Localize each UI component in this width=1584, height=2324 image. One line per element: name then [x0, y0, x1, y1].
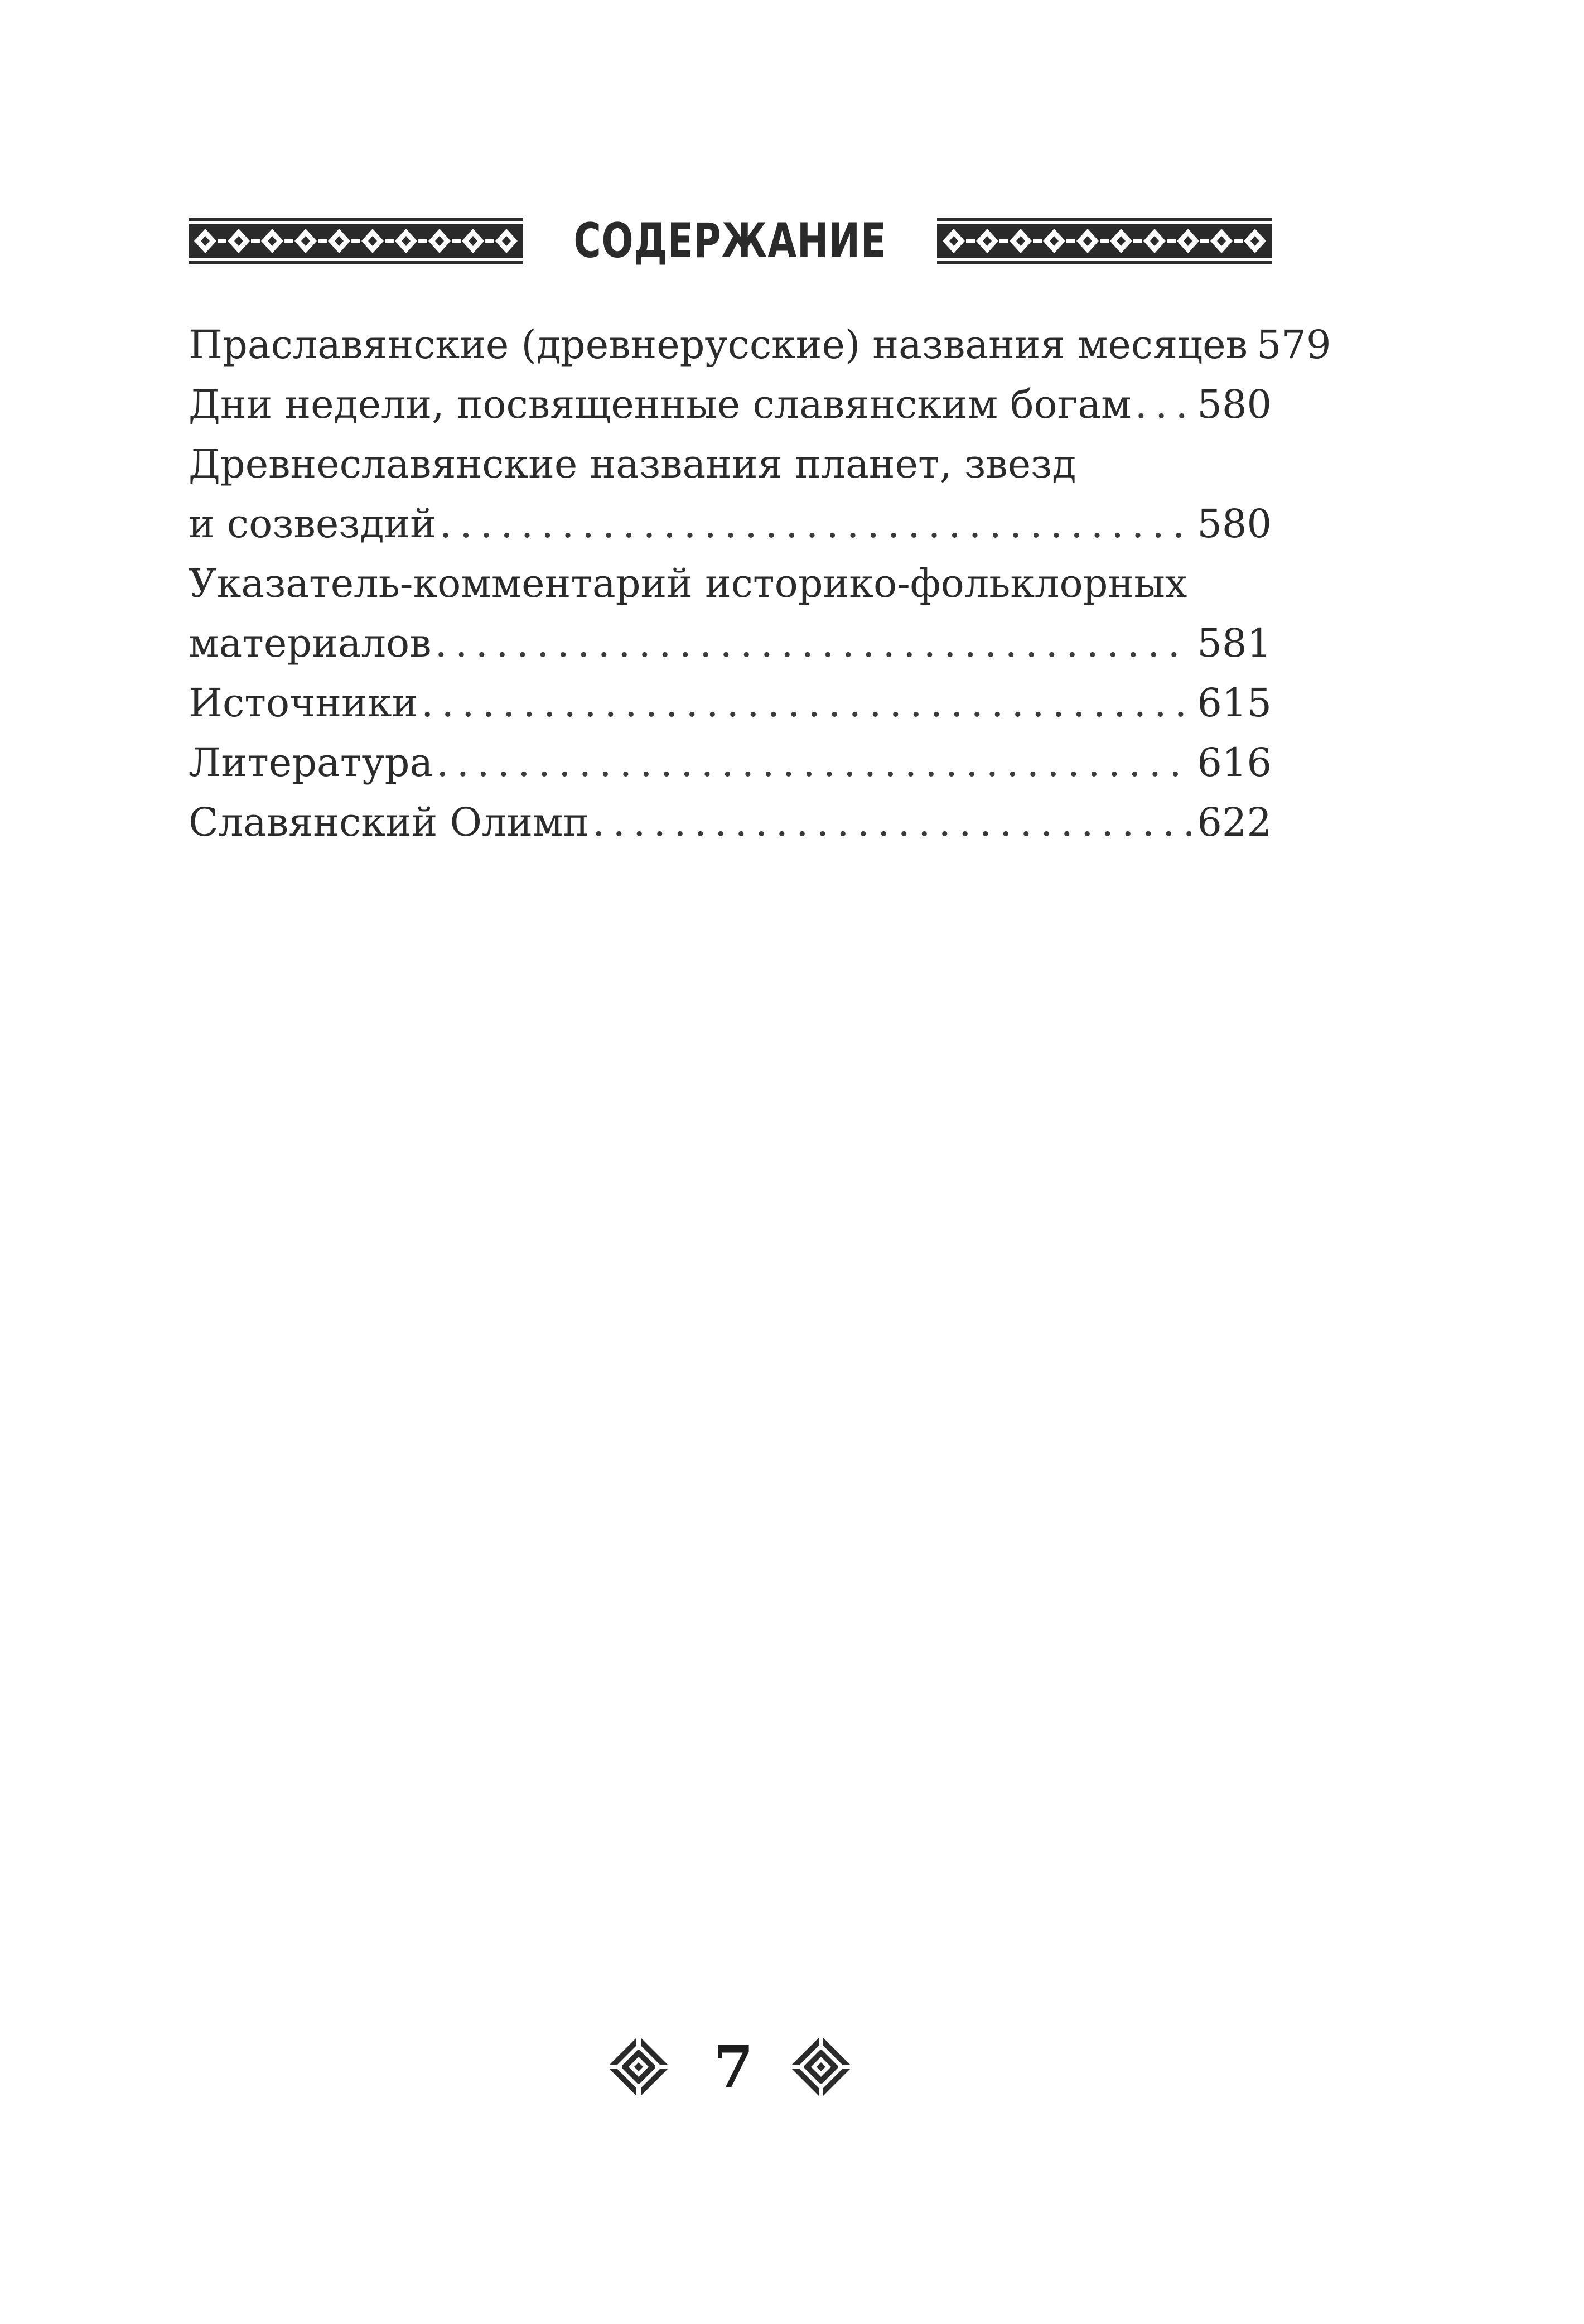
- toc-entry[interactable]: [189, 673, 1272, 733]
- toc-entry-page: 622: [1197, 799, 1272, 845]
- page-footer: [0, 2022, 1584, 2106]
- toc-entry-title: и созвездий: [189, 501, 436, 547]
- toc-entry[interactable]: [189, 793, 1272, 852]
- left-rhombus-ornament-icon: [605, 2033, 672, 2100]
- toc-entry[interactable]: [189, 315, 1331, 375]
- page-number: 7: [713, 2032, 754, 2101]
- dot-leader: [435, 614, 1192, 673]
- toc-entry-title: Славянский Олимп: [189, 799, 590, 845]
- toc-entry[interactable]: [189, 375, 1272, 435]
- dot-leader: [440, 494, 1192, 554]
- toc-entry-title-line1: Древнеславянские названия планет, звезд: [189, 441, 1076, 487]
- toc-entry[interactable]: [189, 435, 1272, 554]
- dot-leader: [592, 793, 1191, 852]
- table-of-contents: [189, 315, 1331, 852]
- toc-entry-page: 616: [1197, 740, 1272, 785]
- toc-entry-title: Дни недели, посвященные славянским богам: [189, 382, 1132, 427]
- toc-entry-page: 580: [1197, 501, 1272, 547]
- toc-entry-page: 615: [1197, 680, 1272, 726]
- toc-entry[interactable]: [189, 554, 1272, 673]
- toc-header: [189, 213, 1272, 269]
- dot-leader: [1135, 375, 1192, 435]
- toc-entry-page: 580: [1197, 382, 1272, 427]
- dot-leader: [421, 673, 1191, 733]
- toc-entry-title-line1: Указатель-комментарий историко-фольклорных: [189, 561, 1187, 606]
- page-title: СОДЕРЖАНИЕ: [573, 213, 887, 269]
- toc-entry-page: 581: [1197, 620, 1272, 666]
- toc-entry-title: Литература: [189, 740, 433, 785]
- dot-leader: [436, 733, 1191, 793]
- toc-entry-title: материалов: [189, 620, 432, 666]
- right-rhombus-ornament-icon: [788, 2033, 854, 2100]
- left-band-ornament-icon: [189, 218, 523, 264]
- toc-entry-title: Источники: [189, 680, 418, 726]
- toc-entry[interactable]: [189, 733, 1272, 793]
- toc-entry-title: Праславянские (древнерусские) названия месяцев: [189, 322, 1248, 368]
- toc-entry-page: 579: [1256, 322, 1331, 368]
- right-band-ornament-icon: [937, 218, 1272, 264]
